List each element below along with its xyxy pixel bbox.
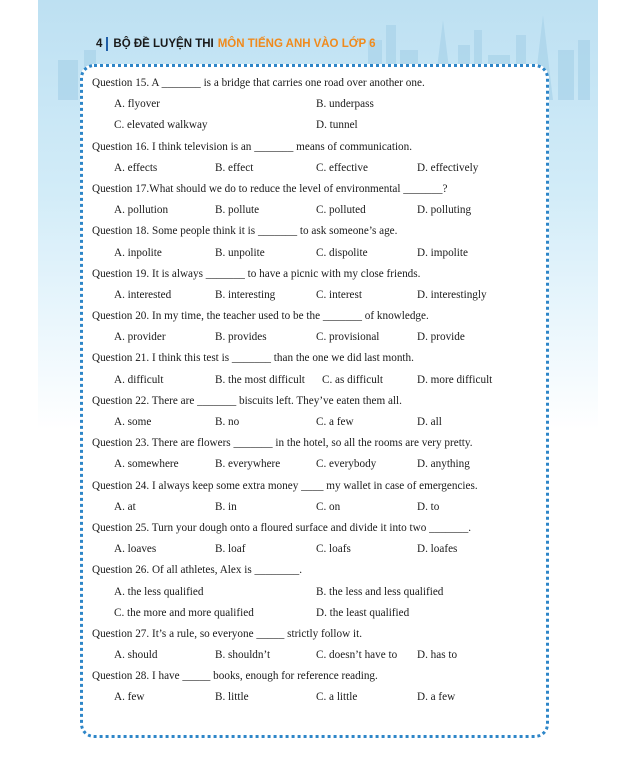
option-b: B. unpolite — [215, 246, 265, 259]
option-c: C. on — [316, 500, 341, 513]
option-c: C. everybody — [316, 458, 377, 471]
option-b: B. pollute — [215, 204, 260, 217]
option-a: A. somewhere — [114, 458, 179, 471]
option-d: D. the least qualified — [316, 606, 410, 619]
option-c: C. elevated walkway — [114, 119, 208, 132]
options-22 — [92, 412, 532, 433]
options-15 — [92, 94, 532, 115]
option-d: D. tunnel — [316, 119, 358, 132]
option-c: C. the more and more qualified — [114, 606, 254, 619]
question-24: Question 24. I always keep some extra money ____ my wallet in case of emergencies. — [92, 479, 478, 492]
options-25 — [92, 539, 532, 560]
question-15: Question 15. A _______ is a bridge that carries one road over another one. — [92, 77, 425, 89]
option-b: B. the less and less qualified — [316, 585, 444, 598]
options-17 — [92, 200, 532, 221]
option-c: C. dispolite — [316, 246, 368, 259]
options-18 — [92, 243, 532, 264]
option-b: B. little — [215, 691, 249, 704]
option-b: B. underpass — [316, 98, 374, 111]
option-a: A. some — [114, 416, 152, 428]
option-d: D. has to — [417, 649, 458, 662]
question-17: Question 17.What should we do to reduce the level of environmental _______? — [92, 182, 448, 195]
option-d: D. interestingly — [417, 288, 487, 301]
book-title: BỘ ĐỀ LUYỆN THI — [113, 38, 214, 50]
question-27: Question 27. It’s a rule, so everyone _____ strictly follow it. — [92, 627, 363, 640]
option-b: B. shouldn’t — [215, 649, 271, 662]
question-26: Question 26. Of all athletes, Alex is ________. — [92, 564, 303, 577]
options-16 — [92, 158, 532, 179]
option-b: B. in — [215, 500, 237, 513]
option-d: D. a few — [417, 691, 456, 704]
question-21: Question 21. I think this test is _______ than the one we did last month. — [92, 352, 414, 365]
question-18: Question 18. Some people think it is _______ to ask someone’s age. — [92, 225, 398, 238]
option-d: D. loafes — [417, 543, 458, 556]
option-d: D. effectively — [417, 161, 479, 174]
option-a: A. flyover — [114, 98, 160, 111]
option-d: D. anything — [417, 458, 470, 471]
option-c: C. loafs — [316, 543, 351, 556]
option-c: C. provisional — [316, 331, 380, 344]
options-26-row2 — [92, 603, 532, 624]
option-b: B. interesting — [215, 288, 276, 301]
option-a: A. pollution — [114, 204, 169, 217]
grade-title: VÀO LỚP 6 — [313, 38, 376, 50]
option-a: A. effects — [114, 161, 158, 174]
subject-title: MÔN TIẾNG ANH — [217, 38, 311, 50]
options-24 — [92, 497, 532, 518]
options-23 — [92, 454, 532, 475]
question-25: Question 25. Turn your dough onto a floured surface and divide it into two _______. — [92, 521, 472, 534]
option-a: A. provider — [114, 331, 166, 344]
option-a: A. loaves — [114, 543, 157, 556]
options-20 — [92, 327, 532, 348]
options-15-row2 — [92, 115, 532, 136]
option-a: A. the less qualified — [114, 585, 204, 598]
page-number: 4 — [96, 38, 103, 50]
option-b: B. no — [215, 416, 240, 428]
option-c: C. polluted — [316, 204, 366, 217]
options-19 — [92, 285, 532, 306]
options-27 — [92, 645, 532, 666]
question-20: Question 20. In my time, the teacher used to be the _______ of knowledge. — [92, 310, 429, 323]
option-a: A. few — [114, 691, 145, 704]
option-d: D. polluting — [417, 204, 472, 217]
option-c: C. interest — [316, 288, 362, 301]
option-b: B. provides — [215, 331, 267, 344]
option-a: A. interested — [114, 288, 172, 301]
option-c: C. as difficult — [322, 373, 384, 386]
option-c: C. a few — [316, 416, 354, 428]
option-d: D. to — [417, 500, 440, 513]
question-16: Question 16. I think television is an _______ means of communication. — [92, 140, 413, 153]
header-divider — [106, 37, 108, 51]
option-a: A. inpolite — [114, 246, 162, 259]
options-26 — [92, 582, 532, 603]
question-23: Question 23. There are flowers _______ in the hotel, so all the rooms are very pretty. — [92, 437, 473, 450]
option-a: A. at — [114, 500, 136, 513]
question-22: Question 22. There are _______ biscuits left. They’ve eaten them all. — [92, 394, 402, 407]
option-b: B. loaf — [215, 543, 246, 556]
option-b: B. effect — [215, 161, 254, 174]
option-c: C. effective — [316, 161, 368, 174]
option-b: B. everywhere — [215, 458, 281, 471]
option-d: D. all — [417, 416, 442, 428]
question-28: Question 28. I have _____ books, enough for reference reading. — [92, 670, 378, 683]
option-c: C. doesn’t have to — [316, 649, 398, 662]
option-b: B. the most difficult — [215, 373, 305, 386]
question-list — [92, 73, 532, 709]
option-d: D. more difficult — [417, 373, 493, 386]
option-a: A. should — [114, 649, 158, 662]
option-d: D. impolite — [417, 246, 468, 259]
question-19: Question 19. It is always _______ to have a picnic with my close friends. — [92, 267, 421, 280]
option-a: A. difficult — [114, 373, 164, 386]
options-21 — [92, 370, 532, 391]
option-d: D. provide — [417, 331, 465, 344]
options-28 — [92, 687, 532, 708]
option-c: C. a little — [316, 691, 358, 704]
page-header — [96, 36, 376, 52]
